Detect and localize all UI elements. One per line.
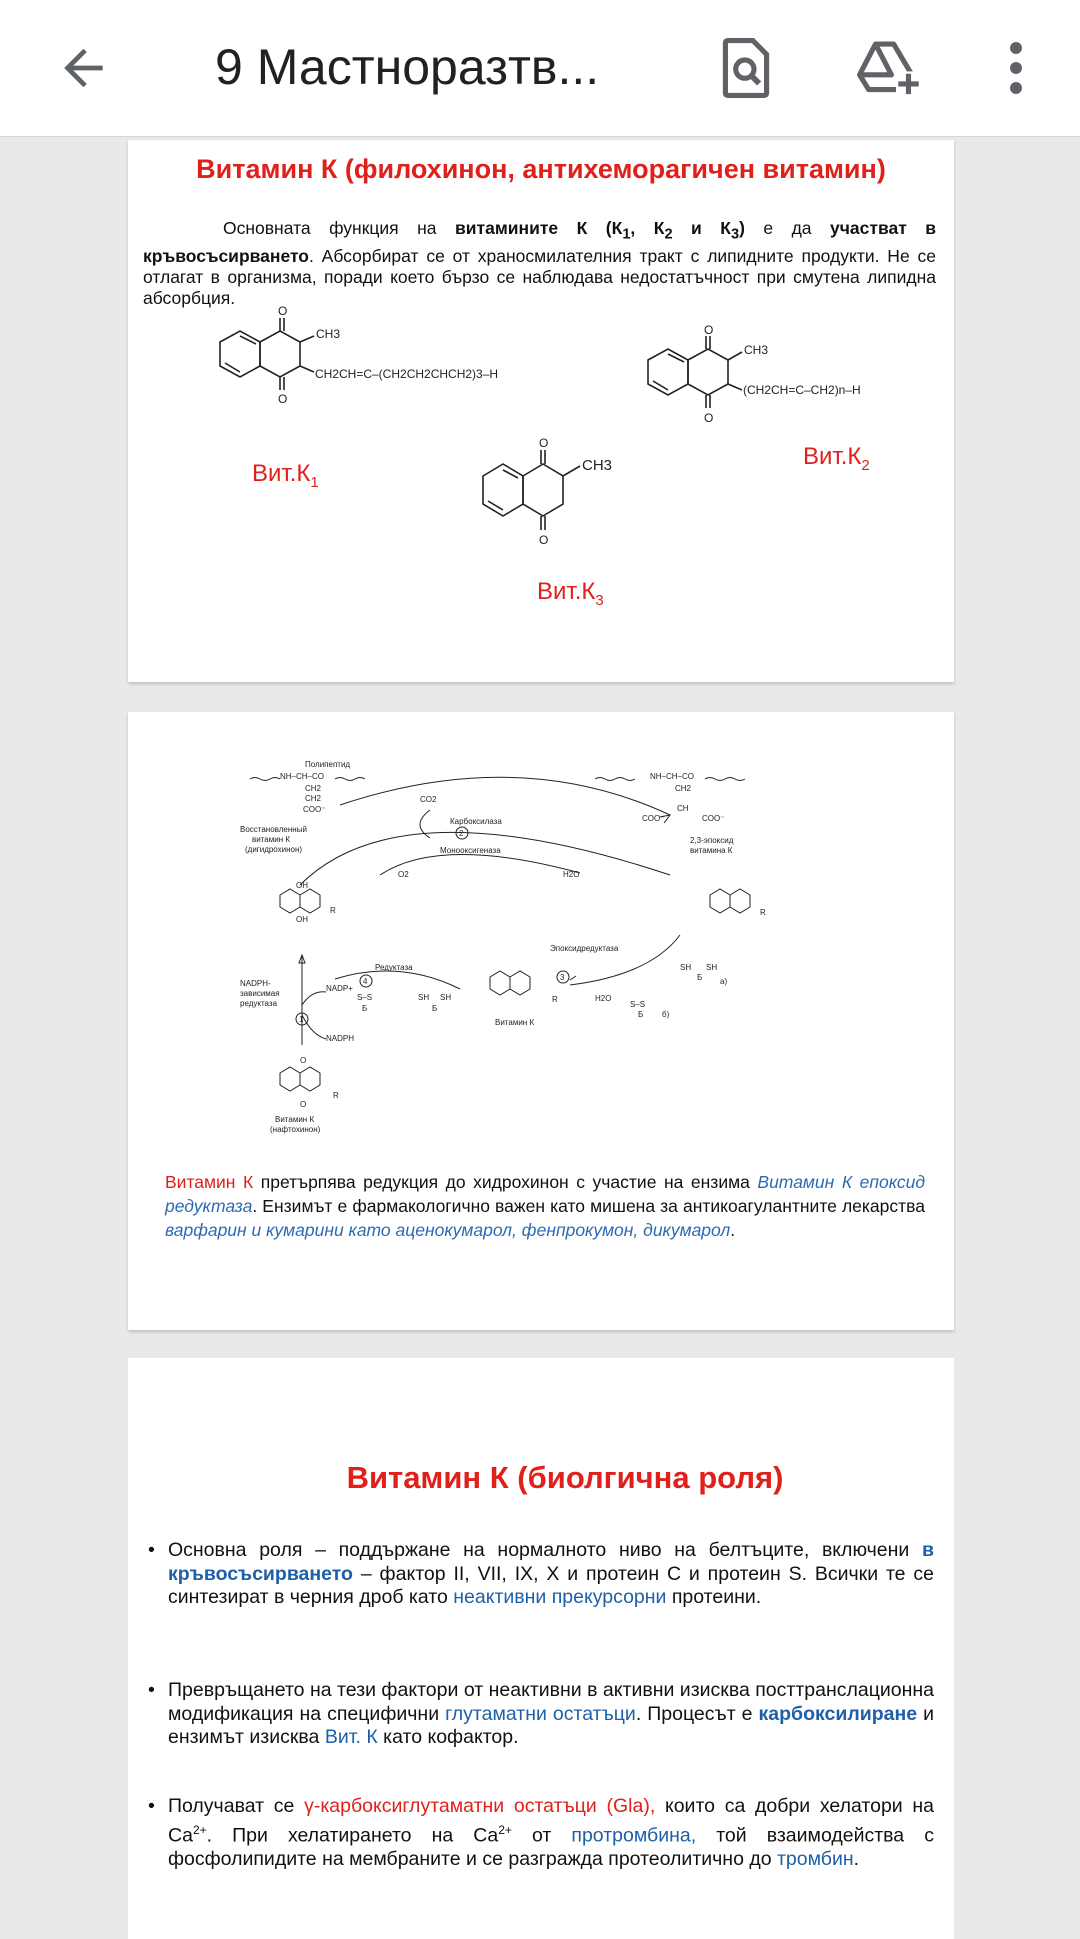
diagram-label: OH	[296, 915, 308, 924]
oxygen-label: O	[539, 436, 549, 450]
diagram-label: R	[552, 995, 558, 1004]
label-vit-k1: $Вит.К_1$	[252, 460, 319, 491]
step-number: 4	[363, 977, 368, 986]
diagram-label: CH2	[305, 784, 322, 793]
label-vit-k3: $Вит.К_3$	[537, 578, 604, 609]
vitamin-k-cycle-diagram	[240, 755, 800, 1145]
diagram-label: O	[300, 1100, 307, 1109]
list-item: • Получават се γ-карбоксиглутаматни остатъци (Gla), които са добри хелатори на $Ca^{2+}$. При хелатирането на $Ca^{2+}$ от протромбина, той взаимодейства с фосфолипидите на мембраните и се разгражда протеолитично до тромбин.	[148, 1795, 935, 1870]
diagram-label: б)	[662, 1010, 670, 1019]
bullet-marker: •	[148, 1679, 155, 1701]
diagram-label: CH2	[305, 794, 322, 803]
diagram-label: NADP+	[326, 984, 353, 993]
list-item: • Основна роля – поддържане на нормалното ниво на белтъците, включени в кръвосъсирването – фактор II, VII, IX, X и протеин C и протеин S. Всички те се синтезират в черния дроб като неактивни прекурсорни протеини.	[148, 1539, 934, 1608]
methyl-label: CH3	[582, 457, 613, 474]
slide-3-title: Витамин К (биолгична роля)	[346, 1460, 784, 1495]
oxygen-label: O	[539, 533, 549, 547]
diagram-label: NH–CH–CO	[280, 772, 325, 781]
more-options-button[interactable]	[970, 22, 1062, 114]
diagram-label: CH2	[675, 784, 692, 793]
diagram-label: редуктаза	[240, 999, 278, 1008]
methyl-label: CH3	[744, 343, 769, 357]
add-to-drive-button[interactable]	[842, 22, 934, 114]
diagram-label: SH	[418, 993, 430, 1002]
diagram-label: Витамин К	[275, 1115, 315, 1124]
methyl-label: CH3	[316, 327, 341, 341]
bullet-marker: •	[148, 1539, 155, 1561]
oxygen-label: O	[704, 411, 714, 425]
diagram-label: Полипептид	[305, 760, 351, 769]
diagram-label: Монооксигеназа	[440, 846, 501, 855]
diagram-label: R	[330, 906, 336, 915]
diagram-label: SH	[706, 963, 718, 972]
diagram-label: COO⁻	[642, 814, 665, 823]
diagram-label: COO⁻	[702, 814, 725, 823]
diagram-label: (нафтохинон)	[270, 1125, 321, 1134]
diagram-label: зависимая	[240, 989, 280, 998]
diagram-label: S–S	[630, 1000, 646, 1009]
slide-1-paragraph: Основната функция на витамините К ($К_1$, $К_2$ и $К_3$) е да участват в кръвосъсирването. Абсорбират се от храносмилателния тракт с липидните продукти. Не се отлагат в организма, поради което бързо се наблюдава недостатъчност при смутена липидна абсорбция.	[143, 218, 937, 308]
diagram-label: NADPH-	[240, 979, 271, 988]
diagram-label: O	[300, 1056, 307, 1065]
back-button[interactable]	[38, 22, 130, 114]
document-search-icon	[718, 36, 774, 100]
diagram-label: Эпоксидредуктаза	[550, 944, 619, 953]
diagram-label: SH	[680, 963, 692, 972]
diagram-label: витамина К	[690, 846, 733, 855]
oxygen-label: O	[278, 304, 288, 318]
diagram-label: H2O	[563, 870, 580, 879]
search-in-document-button[interactable]	[700, 22, 792, 114]
diagram-label: Б	[432, 1004, 438, 1013]
diagram-label: NH–CH–CO	[650, 772, 695, 781]
slide-1-title: Витамин К (филохинон, антихеморагичен витамин)	[196, 154, 886, 184]
diagram-label: O2	[398, 870, 409, 879]
diagram-label: NADPH	[326, 1034, 355, 1043]
diagram-label: R	[760, 908, 766, 917]
diagram-label: (дигидрохинон)	[245, 845, 303, 854]
diagram-label: Витамин К	[495, 1018, 535, 1027]
diagram-label: Б	[697, 973, 703, 982]
diagram-label: OH	[296, 881, 308, 890]
diagram-label: а)	[720, 977, 728, 986]
step-number: 1	[299, 1015, 304, 1024]
diagram-label: SH	[440, 993, 452, 1002]
oxygen-label: O	[278, 392, 288, 406]
step-number: 3	[560, 973, 565, 982]
document-title: 9 Мастноразтв...	[215, 39, 600, 95]
k1-side-chain: CH2CH=C–(CH2CH2CHCH2)3–H	[315, 367, 499, 381]
arrow-left-icon	[56, 40, 112, 96]
diagram-label: R	[333, 1091, 339, 1100]
oxygen-label: O	[704, 323, 714, 337]
diagram-label: CH	[677, 804, 689, 813]
bullet-marker: •	[148, 1795, 155, 1817]
diagram-label: Восстановленный	[240, 825, 307, 834]
list-item: • Превръщането на тези фактори от неактивни в активни изисква посттранслационна модификация на специфични глутаматни остатъци. Процесът е карбоксилиране и ензимът изисква Вит. К като кофактор.	[148, 1679, 935, 1748]
diagram-label: Карбоксилаза	[450, 817, 502, 826]
diagram-label: 2,3-эпоксид	[690, 836, 734, 845]
slide-2-paragraph: Витамин К претърпява редукция до хидрохинон с участие на ензима Витамин К епоксид редуктаза. Ензимът е фармакологично важен като мишена за антикоагулантните лекарства варфарин и кумарини като аценокумарол, фенпрокумон, дикумарол.	[165, 1172, 925, 1240]
diagram-label: Редуктаза	[375, 963, 413, 972]
app-bar	[0, 0, 1080, 137]
more-vert-icon	[1006, 40, 1026, 96]
diagram-label: Б	[638, 1010, 644, 1019]
diagram-label: COO⁻	[303, 805, 326, 814]
label-vit-k2: $Вит.К_2$	[803, 443, 870, 474]
add-to-drive-icon	[855, 39, 921, 97]
diagram-label: S–S	[357, 993, 373, 1002]
step-number: 2	[459, 829, 464, 838]
diagram-label: CO2	[420, 795, 437, 804]
diagram-label: H2O	[595, 994, 612, 1003]
k2-side-chain: (CH2CH=C–CH2)n–H	[743, 383, 861, 397]
diagram-label: витамин К	[252, 835, 291, 844]
diagram-label: Б	[362, 1004, 368, 1013]
